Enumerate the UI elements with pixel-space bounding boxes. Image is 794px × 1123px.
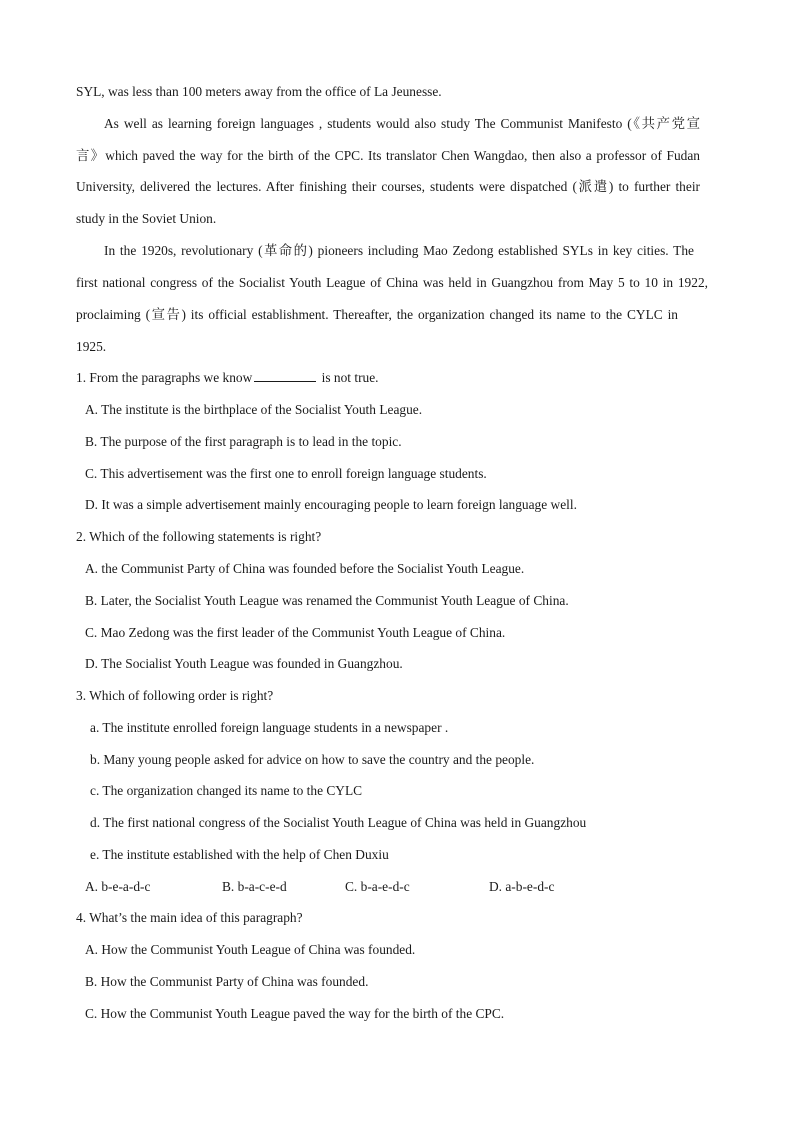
question-1-option-b: B. The purpose of the first paragraph is to lead in the topic. (85, 434, 402, 449)
question-2-option-c: C. Mao Zedong was the first leader of the Communist Youth League of China. (85, 625, 506, 640)
question-1-option-c: C. This advertisement was the first one to enroll foreign language students. (85, 466, 487, 481)
question-4-option-a: A. How the Communist Youth League of China was founded. (85, 942, 416, 957)
question-3-option-a: A. b-e-a-d-c (85, 879, 151, 894)
question-2-option-d: D. The Socialist Youth League was founded in Guangzhou. (85, 656, 403, 671)
answer-blank (254, 370, 316, 382)
question-4-option-b: B. How the Communist Party of China was founded. (85, 974, 369, 989)
question-1-option-a: A. The institute is the birthplace of the Socialist Youth League. (85, 402, 423, 417)
question-2-option-b: B. Later, the Socialist Youth League was renamed the Communist Youth League of China. (85, 593, 569, 608)
passage-line: first national congress of the Socialist Youth League of China was held in Guangzhou from May 5 to 10 in 1922, (76, 275, 708, 290)
question-2-option-a: A. the Communist Party of China was founded before the Socialist Youth League. (85, 561, 525, 576)
question-3-option-d: D. a-b-e-d-c (489, 879, 555, 894)
passage-line: proclaiming (宣告) its official establishment. Thereafter, the organization changed its name to the CYLC in (76, 307, 678, 322)
question-4-option-c: C. How the Communist Youth League paved the way for the birth of the CPC. (85, 1006, 505, 1021)
question-3-item-d: d. The first national congress of the Socialist Youth League of China was held in Guangzhou (90, 815, 587, 830)
question-1-option-d: D. It was a simple advertisement mainly encouraging people to learn foreign language well. (85, 497, 577, 512)
question-3-option-b: B. b-a-c-e-d (222, 879, 287, 894)
question-4-stem: 4. What’s the main idea of this paragraph? (76, 910, 303, 925)
passage-line: SYL, was less than 100 meters away from the office of La Jeunesse. (76, 84, 442, 99)
passage-line: As well as learning foreign languages , students would also study The Communist Manifesto (《共产党宣 (104, 116, 700, 131)
question-3-stem: 3. Which of following order is right? (76, 688, 274, 703)
question-3-option-c: C. b-a-e-d-c (345, 879, 410, 894)
question-1-stem (76, 369, 700, 387)
passage-line: In the 1920s, revolutionary (革命的) pioneers including Mao Zedong established SYLs in key cities. The (104, 243, 694, 258)
passage-line: study in the Soviet Union. (76, 211, 217, 226)
question-1-stem-start: 1. From the paragraphs we know (76, 370, 253, 385)
question-1-stem-end: is not true. (318, 370, 379, 385)
question-3-item-b: b. Many young people asked for advice on how to save the country and the people. (90, 752, 535, 767)
passage-line: University, delivered the lectures. After finishing their courses, students were dispatched (派遣) to further their (76, 179, 700, 194)
question-3-item-a: a. The institute enrolled foreign language students in a newspaper . (90, 720, 449, 735)
passage-line: 言》which paved the way for the birth of the CPC. Its translator Chen Wangdao, then also a professor of Fudan (76, 148, 700, 163)
question-3-item-c: c. The organization changed its name to the CYLC (90, 783, 363, 798)
question-3-item-e: e. The institute established with the help of Chen Duxiu (90, 847, 389, 862)
question-2-stem: 2. Which of the following statements is right? (76, 529, 322, 544)
passage-line: 1925. (76, 339, 107, 354)
